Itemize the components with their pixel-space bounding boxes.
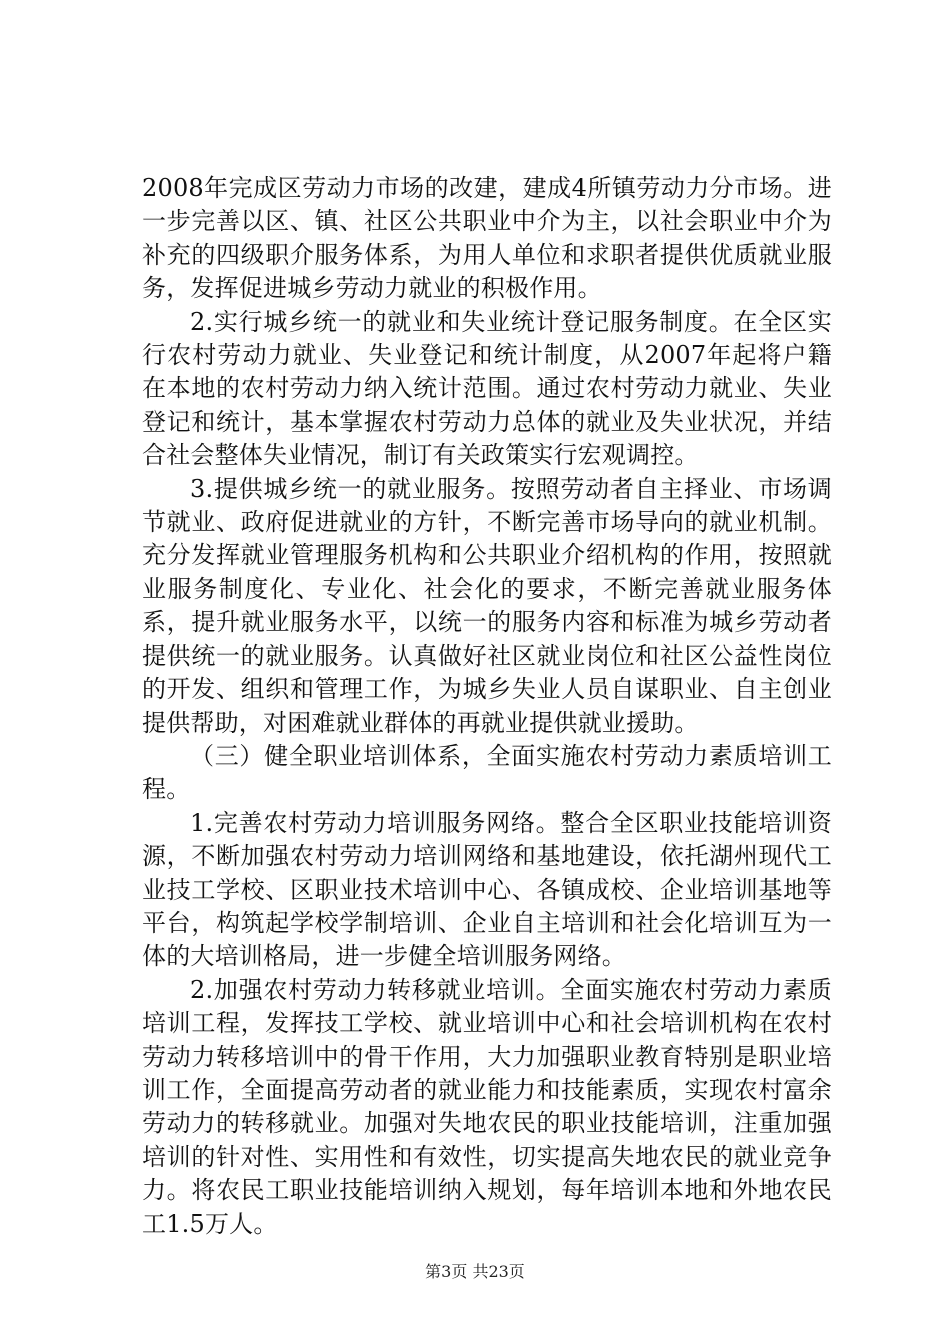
document-body <box>142 172 832 1241</box>
section-heading-training-system: （三）健全职业培训体系，全面实施农村劳动力素质培训工程。 <box>142 741 832 804</box>
paragraph-transfer-training: 2.加强农村劳动力转移就业培训。全面实施农村劳动力素质培训工程，发挥技工学校、就业培训中心和社会培训机构在农村劳动力转移培训中的骨干作用，大力加强职业教育特别是职业培训工作，全面提高劳动者的就业能力和技能素质，实现农村富余劳动力的转移就业。加强对失地农民的职业技能培训，注重加强培训的针对性、实用性和有效性，切实提高失地农民的就业竞争力。将农民工职业技能培训纳入规划，每年培训本地和外地农民工1.5万人。 <box>142 975 832 1238</box>
paragraph-labor-market: 2008年完成区劳动力市场的改建，建成4所镇劳动力分市场。进一步完善以区、镇、社区公共职业中介为主，以社会职业中介为补充的四级职介服务体系，为用人单位和求职者提供优质就业服务，发挥促进城乡劳动力就业的积极作用。 <box>142 174 832 303</box>
paragraph-training-network: 1.完善农村劳动力培训服务网络。整合全区职业技能培训资源，不断加强农村劳动力培训网络和基地建设，依托湖州现代工业技工学校、区职业技术培训中心、各镇成校、企业培训基地等平台，构筑起学校学制培训、企业自主培训和社会化培训互为一体的大培训格局，进一步健全培训服务网络。 <box>142 808 832 971</box>
page-footer <box>0 1262 950 1282</box>
page-number: 第3页 共23页 <box>425 1262 525 1281</box>
paragraph-employment-service: 3.提供城乡统一的就业服务。按照劳动者自主择业、市场调节就业、政府促进就业的方针，不断完善市场导向的就业机制。充分发挥就业管理服务机构和公共职业介绍机构的作用，按照就业服务制度化、专业化、社会化的要求，不断完善就业服务体系，提升就业服务水平，以统一的服务内容和标准为城乡劳动者提供统一的就业服务。认真做好社区就业岗位和社区公益性岗位的开发、组织和管理工作，为城乡失业人员自谋职业、自主创业提供帮助，对困难就业群体的再就业提供就业援助。 <box>142 474 832 737</box>
paragraph-statistics-registration: 2.实行城乡统一的就业和失业统计登记服务制度。在全区实行农村劳动力就业、失业登记和统计制度，从2007年起将户籍在本地的农村劳动力纳入统计范围。通过农村劳动力就业、失业登记和统计，基本掌握农村劳动力总体的就业及失业状况，并结合社会整体失业情况，制订有关政策实行宏观调控。 <box>142 307 832 470</box>
